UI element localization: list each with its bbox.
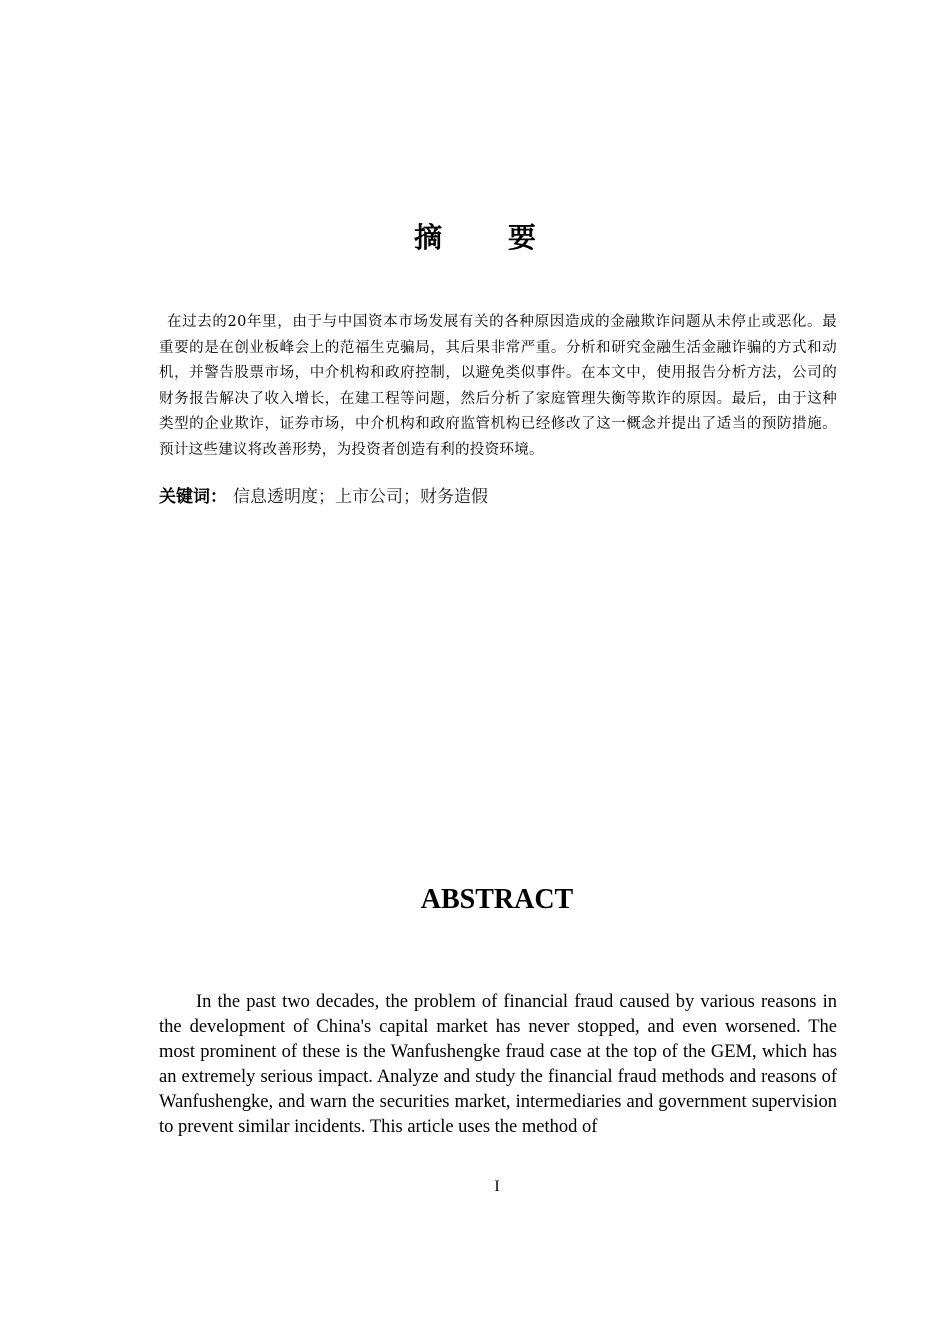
- keywords-label: 关键词：: [159, 487, 227, 507]
- chinese-abstract-body: 在过去的20年里，由于与中国资本市场发展有关的各种原因造成的金融欺诈问题从未停止或恶化。最重要的是在创业板峰会上的范福生克骗局，其后果非常严重。分析和研究金融生活金融诈骗的方式和动机，并警告股票市场，中介机构和政府控制，以避免类似事件。在本文中，使用报告分析方法，公司的财务报告解决了收入增长，在建工程等问题，然后分析了家庭管理失衡等欺诈的原因。最后，由于这种类型的企业欺诈，证券市场，中介机构和政府监管机构已经修改了这一概念并提出了适当的预防措施。预计这些建议将改善形势，为投资者创造有利的投资环境。: [159, 314, 837, 458]
- chinese-abstract-title: 摘 要: [414, 221, 564, 254]
- english-abstract-title: ABSTRACT: [420, 884, 574, 915]
- english-abstract-body: In the past two decades, the problem of financial fraud caused by various reasons in the development of China's capital market has never stopped, and even worsened. The most prominent of these is the Wanfushengke fraud case at the top of the GEM, which has an extremely serious impact. Analyze and study the financial fraud methods and reasons of Wanfushengke, and warn the securities market, intermediaries and government supervision to prevent similar incidents. This article uses the method of: [159, 992, 837, 1137]
- keywords-values: 信息透明度；上市公司；财务造假: [233, 487, 488, 507]
- page-number: I: [494, 1178, 500, 1195]
- chinese-keywords: [159, 484, 837, 510]
